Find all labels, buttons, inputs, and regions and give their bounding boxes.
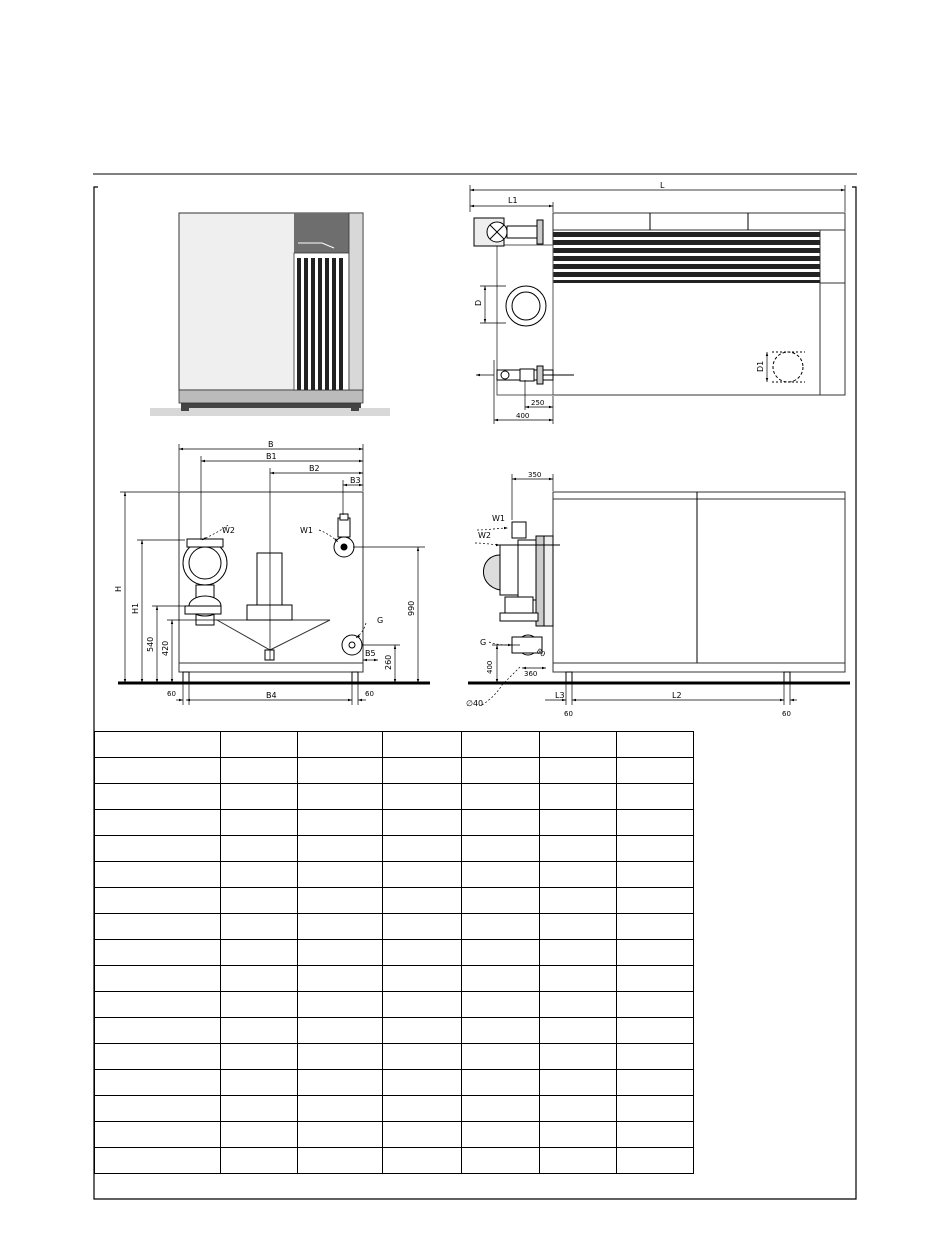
conn-W2-label: W2	[222, 526, 235, 535]
table-cell	[540, 1070, 617, 1096]
side-view	[468, 492, 850, 683]
dim-B4-label: B4	[266, 691, 277, 700]
table-cell	[95, 1018, 221, 1044]
table-cell	[221, 784, 298, 810]
table-cell	[540, 914, 617, 940]
table-cell	[95, 1070, 221, 1096]
table-cell	[95, 1122, 221, 1148]
table-cell	[617, 1122, 694, 1148]
table-cell	[617, 758, 694, 784]
table-cell	[617, 1096, 694, 1122]
front-view	[150, 213, 390, 416]
table-cell	[540, 836, 617, 862]
table-cell	[298, 732, 383, 758]
dim-D1-label: D1	[756, 360, 765, 372]
table-cell	[298, 992, 383, 1018]
table-cell	[298, 784, 383, 810]
table-cell	[221, 1096, 298, 1122]
dim-H1-label: H1	[131, 602, 140, 614]
table-cell	[617, 914, 694, 940]
table-cell	[95, 784, 221, 810]
table-cell	[383, 940, 462, 966]
table-cell	[383, 784, 462, 810]
table-cell	[462, 1018, 540, 1044]
table-cell	[95, 810, 221, 836]
dim-260-label: 260	[384, 654, 393, 670]
table-cell	[540, 1148, 617, 1174]
side-W2-label: W2	[478, 531, 491, 540]
table-cell	[95, 732, 221, 758]
table-cell	[95, 888, 221, 914]
table-cell	[540, 862, 617, 888]
table-row	[95, 914, 694, 940]
table-cell	[221, 836, 298, 862]
table-cell	[617, 1070, 694, 1096]
table-cell	[462, 862, 540, 888]
table-cell	[540, 1096, 617, 1122]
table-cell	[298, 940, 383, 966]
table-row	[95, 862, 694, 888]
table-cell	[95, 862, 221, 888]
table-cell	[383, 732, 462, 758]
table-cell	[221, 1148, 298, 1174]
table-cell	[298, 1122, 383, 1148]
dim-250-label: 250	[531, 399, 545, 407]
dim-60d-label: 60	[782, 710, 791, 718]
table-cell	[462, 940, 540, 966]
table-cell	[95, 914, 221, 940]
table-cell	[462, 888, 540, 914]
table-cell	[383, 836, 462, 862]
table-cell	[383, 966, 462, 992]
table-cell	[540, 966, 617, 992]
table-cell	[462, 992, 540, 1018]
table-cell	[383, 758, 462, 784]
table-cell	[617, 732, 694, 758]
dim-D-label: D	[474, 299, 483, 306]
dim-B3-label: B3	[350, 476, 361, 485]
table-cell	[95, 1044, 221, 1070]
table-cell	[95, 836, 221, 862]
table-cell	[95, 758, 221, 784]
table-cell	[221, 862, 298, 888]
table-row	[95, 1018, 694, 1044]
table-cell	[298, 836, 383, 862]
table-cell	[383, 888, 462, 914]
dim-60-left-label: 60	[167, 690, 176, 698]
table-row	[95, 940, 694, 966]
table-cell	[540, 1044, 617, 1070]
dim-dia40-label: ∅40	[466, 699, 484, 708]
table-cell	[540, 888, 617, 914]
table-cell	[221, 1070, 298, 1096]
dim-L1-label: L1	[508, 196, 518, 205]
table-cell	[617, 888, 694, 914]
table-row	[95, 888, 694, 914]
table-cell	[540, 758, 617, 784]
table-cell	[221, 1044, 298, 1070]
table-cell	[462, 1148, 540, 1174]
table-cell	[383, 810, 462, 836]
dim-L2-label: L2	[672, 691, 682, 700]
table-cell	[462, 966, 540, 992]
table-cell	[383, 1070, 462, 1096]
table-cell	[617, 836, 694, 862]
table-row	[95, 1096, 694, 1122]
dim-L3-label: L3	[555, 691, 565, 700]
table-cell	[540, 992, 617, 1018]
table-row	[95, 836, 694, 862]
table-cell	[298, 1044, 383, 1070]
dim-350-label: 350	[528, 471, 542, 479]
dim-B1-label: B1	[266, 452, 277, 461]
table-cell	[462, 836, 540, 862]
table-cell	[95, 1148, 221, 1174]
dim-B-label: B	[268, 440, 274, 449]
table-cell	[617, 966, 694, 992]
table-cell	[221, 914, 298, 940]
table-cell	[95, 940, 221, 966]
table-cell	[540, 1122, 617, 1148]
table-row	[95, 1044, 694, 1070]
table-cell	[462, 1122, 540, 1148]
table-cell	[462, 732, 540, 758]
table-cell	[383, 1122, 462, 1148]
table-cell	[617, 1018, 694, 1044]
dim-B5-label: B5	[365, 649, 376, 658]
table-cell	[462, 914, 540, 940]
dim-360-label: 360	[524, 670, 538, 678]
table-cell	[617, 810, 694, 836]
table-row	[95, 992, 694, 1018]
table-cell	[462, 784, 540, 810]
table-cell	[298, 862, 383, 888]
dim-400-label: 400	[516, 412, 530, 420]
table-cell	[383, 862, 462, 888]
table-cell	[298, 1096, 383, 1122]
dimensions-table	[94, 731, 694, 1174]
table-cell	[221, 1122, 298, 1148]
table-cell	[221, 888, 298, 914]
table-cell	[298, 1148, 383, 1174]
table-row	[95, 1148, 694, 1174]
table-cell	[462, 1044, 540, 1070]
dim-420-label: 420	[161, 640, 170, 656]
table-cell	[617, 1044, 694, 1070]
table-row	[95, 1070, 694, 1096]
table-cell	[383, 1096, 462, 1122]
dim-80-label: 80	[534, 647, 547, 659]
table-cell	[462, 1070, 540, 1096]
table-cell	[540, 810, 617, 836]
table-cell	[462, 1096, 540, 1122]
table-cell	[298, 888, 383, 914]
table-row	[95, 1122, 694, 1148]
side-G-label: G	[480, 638, 487, 647]
table-cell	[221, 758, 298, 784]
table-row	[95, 966, 694, 992]
table-cell	[383, 992, 462, 1018]
table-cell	[617, 1148, 694, 1174]
table-cell	[298, 758, 383, 784]
dim-60c-label: 60	[564, 710, 573, 718]
table-row	[95, 810, 694, 836]
table-cell	[383, 914, 462, 940]
table-row	[95, 732, 694, 758]
table-cell	[95, 966, 221, 992]
table-cell	[95, 992, 221, 1018]
dim-B2-label: B2	[309, 464, 320, 473]
side-W1-label: W1	[492, 514, 505, 523]
table-cell	[617, 784, 694, 810]
table-cell	[221, 1018, 298, 1044]
table-cell	[617, 862, 694, 888]
table-cell	[221, 966, 298, 992]
table-cell	[617, 992, 694, 1018]
table-cell	[383, 1044, 462, 1070]
conn-W1-label: W1	[300, 526, 313, 535]
table-cell	[383, 1148, 462, 1174]
table-cell	[617, 940, 694, 966]
table-cell	[462, 758, 540, 784]
table-cell	[383, 1018, 462, 1044]
table-cell	[298, 1070, 383, 1096]
table-row	[95, 784, 694, 810]
dim-H-label: H	[114, 585, 123, 592]
table-cell	[462, 810, 540, 836]
dim-400b-label: 400	[486, 660, 494, 674]
table-cell	[221, 940, 298, 966]
table-cell	[298, 1018, 383, 1044]
table-cell	[221, 732, 298, 758]
table-cell	[221, 992, 298, 1018]
table-cell	[298, 966, 383, 992]
table-cell	[221, 810, 298, 836]
conn-G-label: G	[377, 616, 384, 625]
dim-540-label: 540	[146, 636, 155, 652]
table-cell	[540, 1018, 617, 1044]
table-cell	[298, 914, 383, 940]
table-cell	[540, 784, 617, 810]
table-cell	[95, 1096, 221, 1122]
table-cell	[540, 940, 617, 966]
table-cell	[298, 810, 383, 836]
top-view	[474, 213, 845, 395]
dim-L-label: L	[660, 181, 665, 190]
dim-990-label: 990	[407, 600, 416, 616]
table-row	[95, 758, 694, 784]
table-cell	[540, 732, 617, 758]
dim-60-right-label: 60	[365, 690, 374, 698]
